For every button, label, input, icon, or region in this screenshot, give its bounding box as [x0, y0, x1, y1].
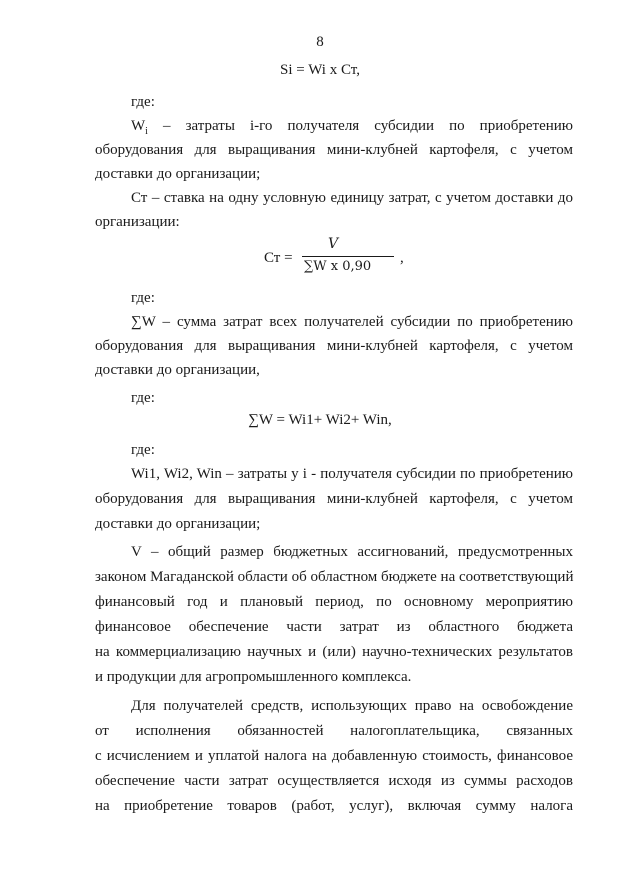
- formula-sumw: ∑W = Wi1+ Wi2+ Win,: [248, 412, 392, 428]
- formula-si: Si = Wi x Ст,: [280, 62, 360, 78]
- vat-paragraph-line-3: с исчислением и уплатой налога на добавленную стоимость, финансовое: [95, 748, 573, 764]
- sumw-definition-line-2: оборудования для выращивания мини-клубней картофеля, с учетом: [95, 338, 573, 354]
- vat-paragraph-line-1: Для получателей средств, использующих право на освобождение: [131, 698, 573, 714]
- fraction-bar: [302, 256, 394, 257]
- where-label: где:: [131, 94, 155, 110]
- v-definition-line-6: и продукции для агропромышленного комплекса.: [95, 669, 412, 685]
- sumw-definition-line-1: ∑W – сумма затрат всех получателей субсидии по приобретению: [131, 314, 573, 330]
- where-label: где:: [131, 290, 155, 306]
- formula-ct-numerator: V: [328, 236, 339, 252]
- wi-definition-text: – затраты i-го получателя субсидии по приобретению: [163, 118, 573, 134]
- wi-definition-line-2: оборудования для выращивания мини-клубней картофеля, с учетом: [95, 142, 573, 158]
- vat-paragraph-line-5: на приобретение товаров (работ, услуг), включая сумму налога: [95, 798, 573, 814]
- wi-subscript: i: [145, 126, 148, 137]
- vat-paragraph-line-4: обеспечение части затрат осуществляется исходя из суммы расходов: [95, 773, 573, 789]
- v-definition-line-2: законом Магаданской области об областном бюджете на соответствующий: [95, 569, 574, 585]
- wi123-definition-line-2: оборудования для выращивания мини-клубней картофеля, с учетом: [95, 491, 573, 507]
- formula-ct-lhs: Ст =: [264, 250, 293, 266]
- v-definition-line-3: финансовый год и плановый период, по основному мероприятию: [95, 594, 573, 610]
- sumw-definition-line-3: доставки до организации,: [95, 362, 260, 378]
- ct-definition-line-1: Ст – ставка на одну условную единицу затрат, с учетом доставки до: [131, 190, 573, 206]
- wi123-definition-line-1: Wi1, Wi2, Win – затраты у i - получателя субсидии по приобретению: [131, 466, 573, 482]
- wi-symbol: W: [131, 118, 146, 134]
- v-definition-line-4: финансовое обеспечение части затрат из областного бюджета: [95, 619, 573, 635]
- wi123-definition-line-3: доставки до организации;: [95, 516, 261, 532]
- where-label: где:: [131, 390, 155, 406]
- v-definition-line-5: на коммерциализацию научных и (или) научно-технических результатов: [95, 644, 573, 660]
- where-label: где:: [131, 442, 155, 458]
- formula-ct-denominator: ∑W x 0,90: [304, 259, 372, 274]
- page-number: 8: [316, 34, 324, 50]
- vat-paragraph-line-2: от исполнения обязанностей налогоплательщика, связанных: [95, 723, 573, 739]
- ct-definition-line-2: организации:: [95, 214, 180, 230]
- v-definition-line-1: V – общий размер бюджетных ассигнований, предусмотренных: [131, 544, 573, 560]
- formula-ct-comma: ,: [400, 250, 404, 266]
- wi-definition-line-3: доставки до организации;: [95, 166, 261, 182]
- wi-definition-line-1: [131, 118, 573, 137]
